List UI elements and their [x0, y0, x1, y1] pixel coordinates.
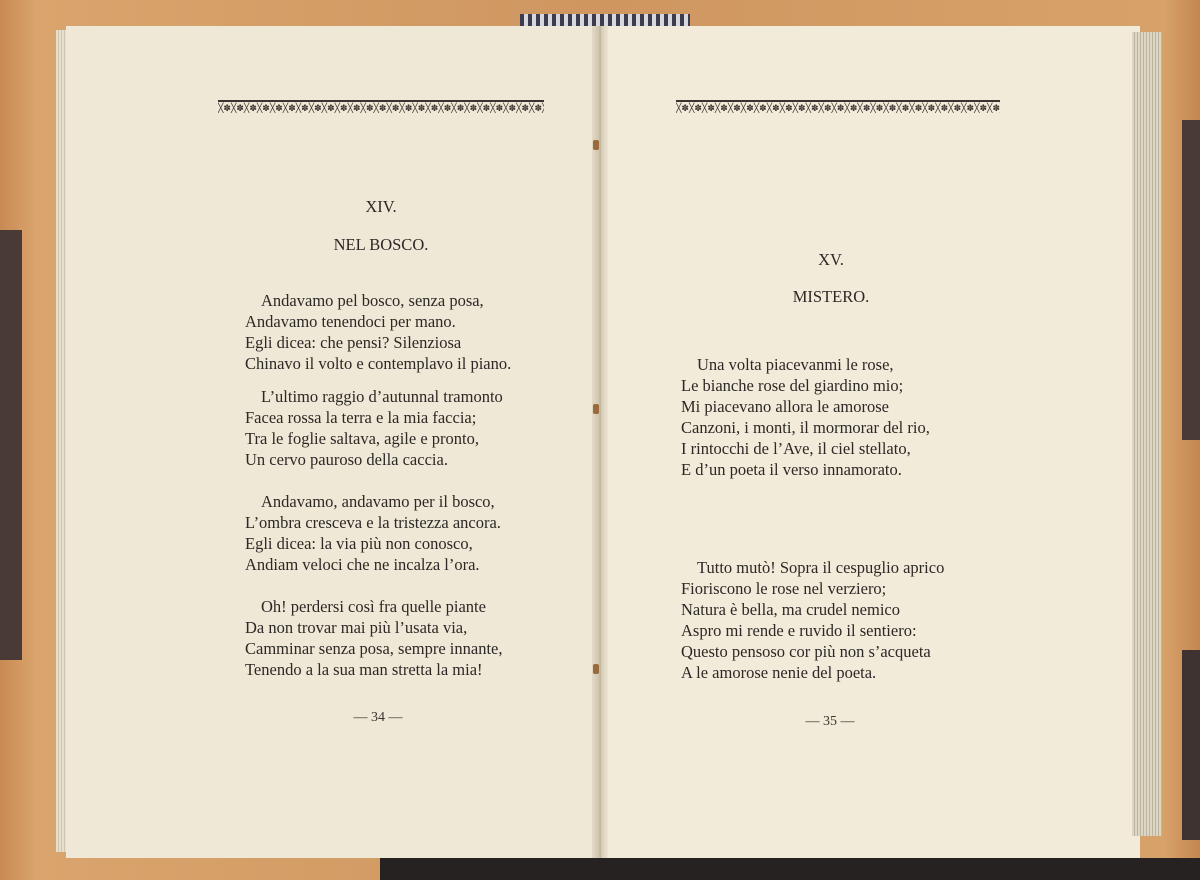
verse-line: Fioriscono le rose nel verziero; [681, 579, 887, 598]
verse-line: E d’un poeta il verso innamorato. [681, 460, 902, 479]
binding-thread [593, 664, 599, 674]
stanza-left-2 [245, 386, 503, 470]
poem-title-left: NEL BOSCO. [333, 235, 429, 254]
stanza-left-4 [245, 596, 503, 680]
verse-line: Le bianche rose del giardino mio; [681, 376, 904, 395]
verse-line: A le amorose nenie del poeta. [681, 663, 877, 682]
page-edges-right [1132, 32, 1162, 836]
poem-number-right: XV. [818, 250, 844, 269]
verse-line: Tenendo a la sua man stretta la mia! [245, 660, 483, 679]
header-ornament-left [218, 100, 544, 114]
poem-number-left: XIV. [365, 197, 397, 216]
verse-line: Egli dicea: la via più non conosco, [245, 534, 473, 553]
verse-line: Facea rossa la terra e la mia faccia; [245, 408, 477, 427]
binding-thread [593, 140, 599, 150]
binding-thread [593, 404, 599, 414]
stanza-left-3 [245, 491, 501, 575]
cover-leather-corner-right-lower [1182, 650, 1200, 840]
stanza-right-2 [681, 557, 945, 683]
verse-line: Andavamo, andavamo per il bosco, [261, 492, 495, 511]
verse-line: Egli dicea: che pensi? Silenziosa [245, 333, 462, 352]
verse-line: Tra le foglie saltava, agile e pronto, [245, 429, 479, 448]
verse-line: Un cervo pauroso della caccia. [245, 450, 448, 469]
verse-line: Oh! perdersi così fra quelle piante [261, 597, 486, 616]
book-gutter [592, 26, 608, 858]
verse-line: Aspro mi rende e ruvido il sentiero: [681, 621, 917, 640]
background-surface [380, 858, 1200, 880]
verse-line: Andavamo tenendoci per mano. [245, 312, 456, 331]
verse-line: Mi piacevano allora le amorose [681, 397, 889, 416]
verse-line: Canzoni, i monti, il mormorar del rio, [681, 418, 930, 437]
verse-line: Tutto mutò! Sopra il cespuglio aprico [697, 558, 945, 577]
verse-line: Una volta piacevanmi le rose, [697, 355, 894, 374]
verse-line: Camminar senza posa, sempre innante, [245, 639, 503, 658]
page-number-left: — 34 — [353, 710, 403, 725]
header-ornament-right [676, 100, 1000, 114]
verse-line: Natura è bella, ma crudel nemico [681, 600, 900, 619]
verse-line: Andavamo pel bosco, senza posa, [261, 291, 484, 310]
verse-line: Chinavo il volto e contemplavo il piano. [245, 354, 512, 373]
verse-line: L’ultimo raggio d’autunnal tramonto [261, 387, 503, 406]
verse-line: L’ombra cresceva e la tristezza ancora. [245, 513, 501, 532]
verse-line: Andiam veloci che ne incalza l’ora. [245, 555, 480, 574]
verse-line: I rintocchi de l’Ave, il ciel stellato, [681, 439, 911, 458]
cover-leather-corner-right [1182, 120, 1200, 440]
verse-line: Questo pensoso cor più non s’acqueta [681, 642, 931, 661]
stanza-right-1 [681, 354, 930, 480]
poem-title-right: MISTERO. [792, 287, 870, 306]
page-number-right: — 35 — [805, 714, 855, 729]
stanza-left-1 [245, 290, 512, 374]
headband [520, 14, 690, 26]
cover-leather-corner-left [0, 230, 22, 660]
verse-line: Da non trovar mai più l’usata via, [245, 618, 468, 637]
